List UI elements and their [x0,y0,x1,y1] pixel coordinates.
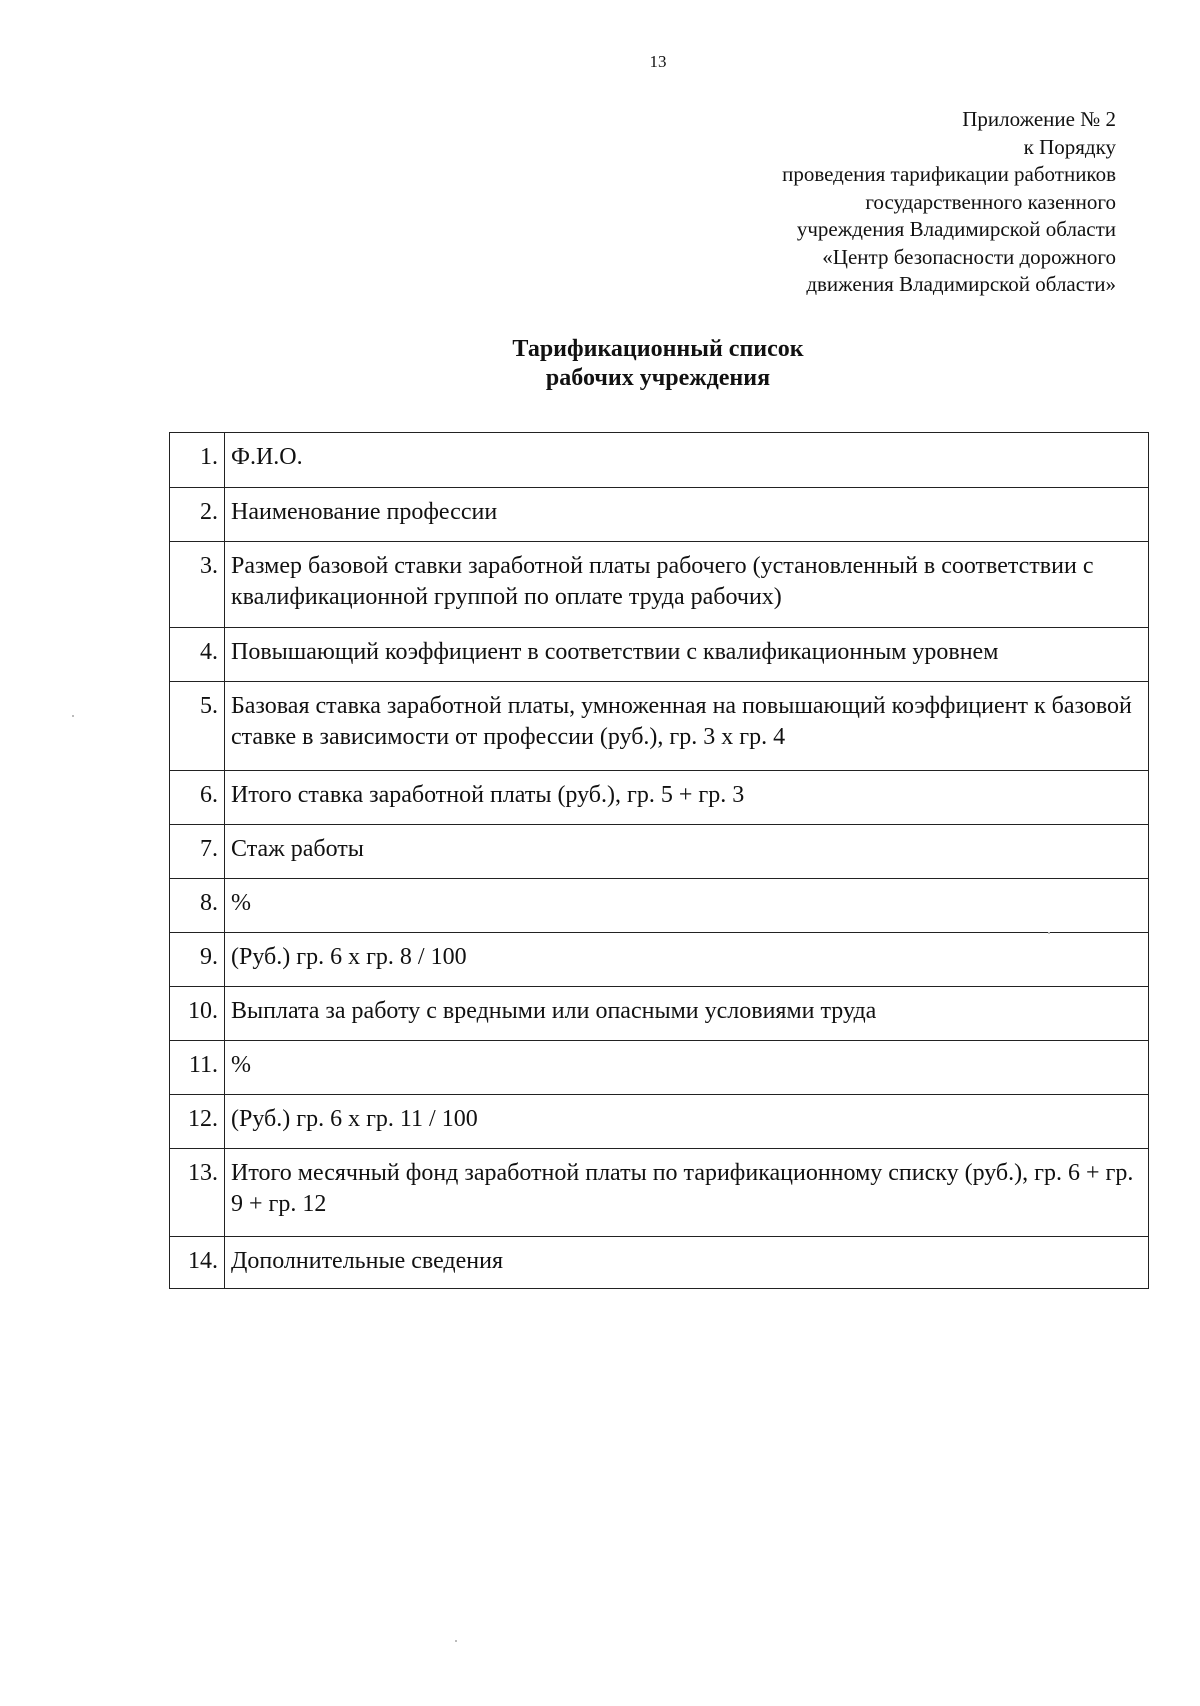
row-text: Выплата за работу с вредными или опасными условиями труда [225,987,1149,1041]
row-number: 1. [170,433,225,488]
row-text: (Руб.) гр. 6 х гр. 11 / 100 [225,1095,1149,1149]
appendix-line: государственного казенного [865,189,1116,214]
row-number: 9. [170,933,225,987]
scan-speck [455,1640,457,1642]
table-row [170,542,1149,628]
appendix-line: к Порядку [1023,134,1116,159]
appendix-line: «Центр безопасности дорожного [822,244,1116,269]
row-number: 13. [170,1149,225,1237]
row-text: (Руб.) гр. 6 х гр. 8 / 100 [225,933,1149,987]
row-text: Стаж работы [225,825,1149,879]
table-row [170,987,1149,1041]
row-number: 11. [170,1041,225,1095]
appendix-line: учреждения Владимирской области [796,217,1116,241]
row-text: Ф.И.О. [225,433,1149,488]
row-number: 2. [170,488,225,542]
appendix-line: проведения тарификации работников [782,162,1116,186]
table-row [170,879,1149,933]
table-row [170,1041,1149,1095]
row-number: 5. [170,682,225,771]
table-row [170,1149,1149,1237]
table-row [170,628,1149,682]
table-row [170,433,1149,488]
scan-speck [1048,932,1050,934]
page-number: 13 [649,52,667,71]
table-row [170,1237,1149,1289]
row-text: Наименование профессии [225,488,1149,542]
table-row [170,682,1149,771]
appendix-line: Приложение № 2 [962,107,1116,131]
table-row [170,825,1149,879]
scan-speck [72,715,74,717]
row-text: Базовая ставка заработной платы, умноженная на повышающий коэффициент к базовой ставке в зависимости от профессии (руб.), гр. 3 х гр. 4 [225,682,1149,771]
row-number: 7. [170,825,225,879]
row-number: 3. [170,542,225,628]
row-number: 4. [170,628,225,682]
row-text: Повышающий коэффициент в соответствии с квалификационным уровнем [225,628,1149,682]
row-text: Итого ставка заработной платы (руб.), гр. 5 + гр. 3 [225,771,1149,825]
appendix-line: движения Владимирской области» [806,272,1116,296]
row-text: Итого месячный фонд заработной платы по тарификационному списку (руб.), гр. 6 + гр. 9 + гр. 12 [225,1149,1149,1237]
row-number: 12. [170,1095,225,1149]
table-row [170,1095,1149,1149]
row-number: 6. [170,771,225,825]
row-text: % [225,1041,1149,1095]
row-text: Размер базовой ставки заработной платы рабочего (установленный в соответствии с квалификационной группой по оплате труда рабочих) [225,542,1149,628]
tariff-list-table [169,432,1149,1289]
row-text: Дополнительные сведения [225,1237,1149,1289]
table-row [170,488,1149,542]
table-row [170,771,1149,825]
row-number: 10. [170,987,225,1041]
document-title [0,335,1200,393]
table-row [170,933,1149,987]
row-number: 8. [170,879,225,933]
title-line-1: Тарификационный список [512,336,804,362]
row-text: % [225,879,1149,933]
title-line-2: рабочих учреждения [545,365,771,391]
appendix-header [556,106,1116,299]
row-number: 14. [170,1237,225,1289]
